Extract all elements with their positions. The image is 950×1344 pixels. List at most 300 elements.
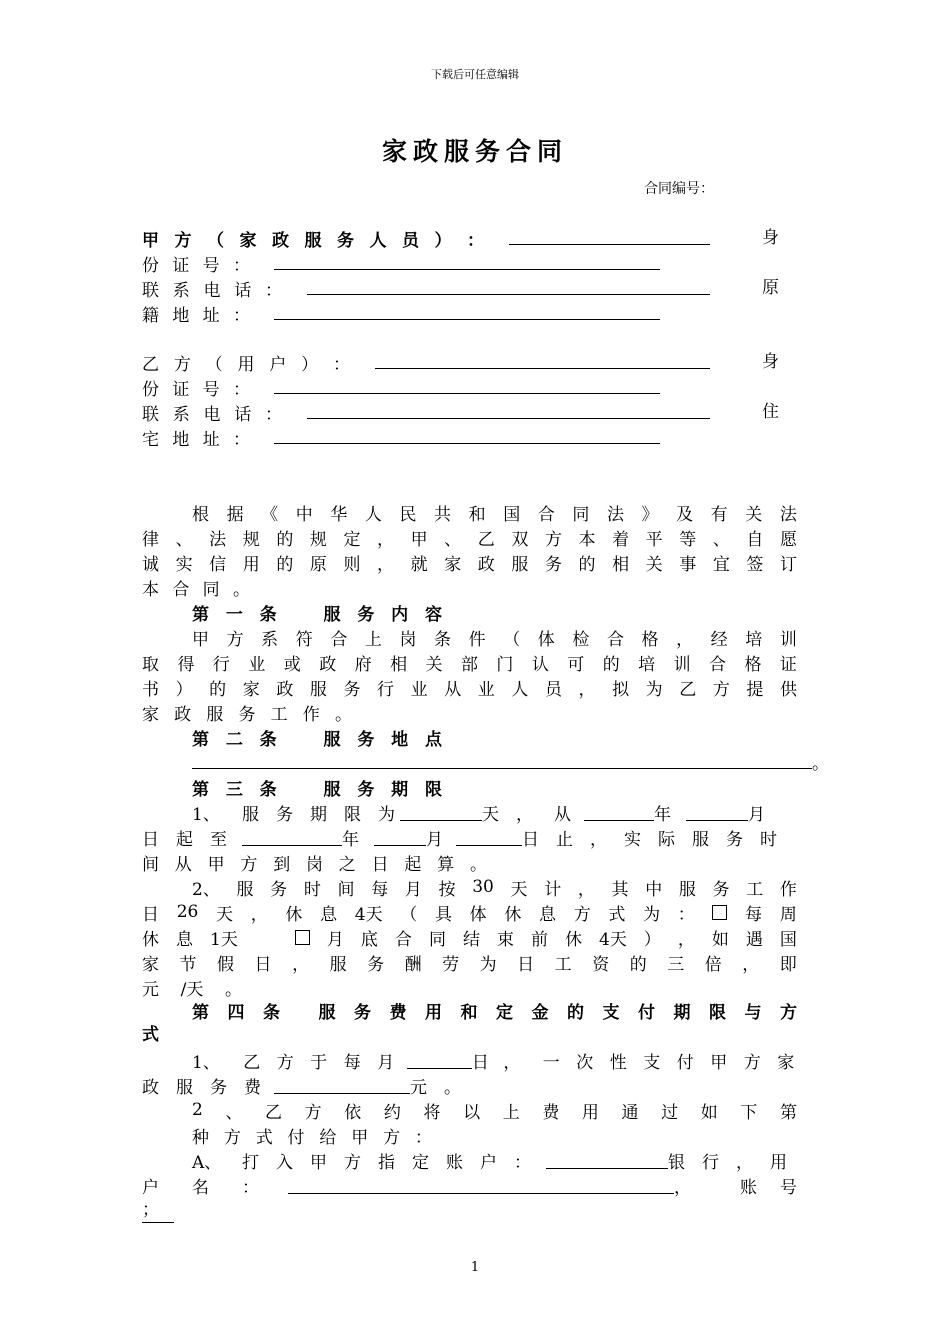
text-glyph: 方 <box>223 1127 241 1148</box>
text-glyph: 算 <box>437 854 455 875</box>
text-glyph: 按 <box>438 879 456 900</box>
text-glyph: 宜 <box>712 554 730 575</box>
party-a-id-label <box>142 251 250 275</box>
text-glyph: ， <box>676 629 694 650</box>
party-b-address-tail: 住 <box>762 402 779 422</box>
weekly-rest-checkbox[interactable] <box>712 905 727 920</box>
text-glyph: 服 <box>323 779 341 800</box>
text-glyph: 证 <box>172 379 190 400</box>
text-glyph: 员 <box>402 230 419 251</box>
text-glyph: 着 <box>612 529 630 550</box>
text-glyph: 甲 <box>142 230 159 251</box>
text-glyph: 据 <box>226 504 244 525</box>
text-glyph: 则 <box>343 554 361 575</box>
text-glyph: 政 <box>174 704 192 725</box>
text-glyph: 岗 <box>399 629 417 650</box>
text-glyph: 方 <box>712 679 730 700</box>
text-glyph: 训 <box>779 629 797 650</box>
text-glyph: 关 <box>425 654 443 675</box>
text-glyph: 本 <box>578 529 596 550</box>
party-a-origin-tail: 原 <box>762 278 779 298</box>
party-b-id-label <box>142 375 250 399</box>
text-glyph: 的 <box>602 654 620 675</box>
text-glyph: 认 <box>531 654 549 675</box>
text-glyph: 务 <box>544 554 562 575</box>
party-b-address-blank <box>274 443 660 444</box>
text-glyph: ： <box>232 305 250 326</box>
text-glyph: 号 <box>202 255 220 276</box>
text-glyph: ： <box>414 1127 432 1148</box>
text-glyph: 定 <box>343 529 361 550</box>
text-glyph: 用 <box>581 1102 599 1123</box>
text-glyph: 合 <box>537 504 555 525</box>
text-glyph: 务 <box>357 729 375 750</box>
text-glyph: 费 <box>542 1102 560 1123</box>
text-glyph: 。 <box>334 704 352 725</box>
text-glyph: 酬 <box>404 954 422 975</box>
text-glyph: 户 <box>269 354 287 375</box>
text-glyph: 方 <box>173 354 191 375</box>
text-glyph: ， <box>292 954 310 975</box>
text-glyph: 乙 <box>477 529 495 550</box>
party-a-label <box>142 226 484 250</box>
text-glyph: 方 <box>383 1127 401 1148</box>
text-glyph: ， <box>742 954 760 975</box>
text-glyph: ： <box>265 280 282 301</box>
text-glyph: 书 <box>142 679 159 700</box>
text-glyph: 培 <box>638 654 656 675</box>
text-glyph: 每 <box>371 879 389 900</box>
article-4-line-5: A、 打 入 甲 方 指 定 账 户 ： 银 行 ， 用 <box>192 1152 787 1173</box>
text-glyph: ） <box>434 230 452 251</box>
text-glyph: 日 <box>254 954 272 975</box>
text-glyph: 取 <box>142 654 159 675</box>
text-glyph: 如 <box>700 1102 718 1123</box>
text-glyph: 系 <box>172 280 190 301</box>
text-glyph: 系 <box>172 404 190 425</box>
text-glyph: 服 <box>236 879 254 900</box>
text-glyph: 岗 <box>305 854 323 875</box>
text-glyph: 付 <box>287 1127 305 1148</box>
text-glyph: 间 <box>337 879 355 900</box>
text-glyph: 人 <box>364 504 382 525</box>
text-glyph: 同 <box>572 504 590 525</box>
text-glyph: 务 <box>238 704 256 725</box>
text-glyph: 训 <box>673 654 691 675</box>
text-glyph: ） <box>301 354 319 375</box>
text-glyph: 30 <box>472 877 494 897</box>
text-glyph: 工 <box>746 879 764 900</box>
text-glyph: 政 <box>477 554 495 575</box>
text-glyph: 从 <box>444 679 462 700</box>
text-glyph: 将 <box>423 1102 441 1123</box>
text-glyph: 甲 <box>192 629 209 650</box>
text-glyph: 联 <box>142 404 159 425</box>
text-glyph: /天 <box>180 979 204 1000</box>
text-glyph: 地 <box>172 429 190 450</box>
text-glyph: 政 <box>272 230 289 251</box>
text-glyph: 家 <box>242 679 260 700</box>
text-glyph: 家 <box>142 704 159 725</box>
text-glyph: 式 <box>255 1127 273 1148</box>
text-glyph: 人 <box>511 679 529 700</box>
text-glyph: 务 <box>357 779 375 800</box>
text-glyph: 事 <box>679 554 697 575</box>
preamble-line-2 <box>142 525 797 549</box>
text-glyph: （ <box>503 629 521 650</box>
text-glyph: 和 <box>468 504 486 525</box>
text-glyph: 检 <box>572 629 590 650</box>
text-glyph: 期 <box>391 779 409 800</box>
text-glyph: 二 <box>225 729 243 750</box>
text-glyph: 家 <box>239 230 257 251</box>
text-glyph: 计 <box>544 879 562 900</box>
party-b-phone-blank <box>307 418 710 419</box>
article-3-line-8 <box>142 975 242 999</box>
text-glyph: 政 <box>319 654 337 675</box>
text-glyph: 符 <box>295 629 313 650</box>
text-glyph: 就 <box>410 554 428 575</box>
text-glyph: 第 <box>779 1102 797 1123</box>
text-glyph: 可 <box>567 654 585 675</box>
preamble-line-4 <box>142 575 250 599</box>
article-3-line-1: 1、 服 务 期 限 为 天 ， 从 年 月 <box>192 804 765 825</box>
text-glyph: 件 <box>468 629 486 650</box>
text-glyph: 平 <box>645 529 663 550</box>
text-glyph: 证 <box>172 255 190 276</box>
text-glyph: 作 <box>302 704 320 725</box>
text-glyph: 《 <box>261 504 279 525</box>
text-glyph: 假 <box>217 954 235 975</box>
text-glyph: 规 <box>309 529 327 550</box>
text-glyph: 培 <box>745 629 763 650</box>
text-glyph: 劳 <box>442 954 460 975</box>
text-glyph: 时 <box>303 879 321 900</box>
text-glyph: 服 <box>678 879 696 900</box>
text-glyph: ， <box>577 879 595 900</box>
text-glyph: 乙 <box>265 1102 283 1123</box>
text-glyph: 电 <box>203 404 221 425</box>
text-glyph: （ <box>207 230 224 251</box>
text-glyph: ： <box>332 354 350 375</box>
text-glyph: 。 <box>469 854 487 875</box>
text-glyph: 之 <box>338 854 356 875</box>
text-glyph: ： <box>467 230 484 251</box>
text-glyph: 为 <box>479 954 497 975</box>
text-glyph: 有 <box>710 504 728 525</box>
text-glyph: 2 <box>192 1100 203 1120</box>
text-glyph: 中 <box>295 504 313 525</box>
text-glyph: 共 <box>434 504 452 525</box>
text-glyph: 的 <box>276 529 294 550</box>
text-glyph: 服 <box>511 554 529 575</box>
text-glyph: 通 <box>621 1102 639 1123</box>
article-1-line-2 <box>142 650 797 674</box>
party-b-id-blank <box>274 393 660 394</box>
text-glyph: 诚 <box>142 554 159 575</box>
text-glyph: 乙 <box>679 679 697 700</box>
text-glyph: 、 <box>175 529 193 550</box>
text-glyph: 、 <box>444 529 462 550</box>
preamble-line-3 <box>142 550 797 574</box>
text-glyph: 籍 <box>142 305 159 326</box>
text-glyph: 民 <box>399 504 417 525</box>
text-glyph: 三 <box>225 779 243 800</box>
text-glyph: 关 <box>645 554 663 575</box>
text-glyph: 元 <box>142 979 159 1000</box>
party-b-label <box>142 350 350 374</box>
text-glyph: 天 <box>510 879 528 900</box>
article-4-heading-cont: 式 <box>142 1025 159 1045</box>
text-glyph: 乙 <box>142 354 159 375</box>
article-1-heading <box>192 600 442 624</box>
text-glyph: 员 <box>544 679 562 700</box>
text-glyph: 过 <box>661 1102 679 1123</box>
text-glyph: 址 <box>202 429 220 450</box>
text-glyph: 甲 <box>351 1127 369 1148</box>
article-3-line-3 <box>142 850 487 874</box>
text-glyph: 倍 <box>704 954 722 975</box>
article-4-line-7: ； <box>142 1198 174 1223</box>
text-glyph: 间 <box>142 854 159 875</box>
text-glyph: 家 <box>444 554 462 575</box>
text-glyph: 号 <box>202 379 220 400</box>
text-glyph: 签 <box>746 554 764 575</box>
text-glyph: ： <box>232 429 250 450</box>
article-2-location-blank <box>192 768 812 769</box>
text-glyph: 家 <box>142 954 159 975</box>
text-glyph: 国 <box>503 504 521 525</box>
text-glyph: 其 <box>611 879 629 900</box>
text-glyph: 服 <box>309 679 327 700</box>
text-glyph: 中 <box>645 879 663 900</box>
text-glyph: 第 <box>192 779 209 800</box>
text-glyph: 或 <box>283 654 301 675</box>
party-a-id-blank <box>274 269 660 270</box>
text-glyph: 址 <box>202 305 220 326</box>
text-glyph: 体 <box>537 629 555 650</box>
article-1-line-3 <box>142 675 797 699</box>
text-glyph: 本 <box>142 579 159 600</box>
text-glyph: 自 <box>746 529 764 550</box>
text-glyph: 为 <box>645 679 663 700</box>
article-3-heading <box>192 775 442 799</box>
party-a-phone-blank <box>307 294 710 295</box>
text-glyph: 下 <box>740 1102 758 1123</box>
text-glyph: 依 <box>344 1102 362 1123</box>
text-glyph: 愿 <box>779 529 797 550</box>
article-3-line-6: 休 息 1天 月 底 合 同 结 束 前 休 4天 ） ， 如 遇 国 <box>142 929 797 950</box>
text-glyph: 工 <box>270 704 288 725</box>
article-2-heading <box>192 725 442 749</box>
text-glyph: 服 <box>323 729 341 750</box>
text-glyph: 根 <box>192 504 209 525</box>
text-glyph: 一 <box>225 604 243 625</box>
text-glyph: ， <box>377 554 395 575</box>
text-glyph: ： <box>265 404 282 425</box>
text-glyph: 条 <box>434 629 452 650</box>
document-title: 家政服务合同 <box>381 137 568 166</box>
party-a-name-blank <box>509 244 710 245</box>
article-3-line-2: 日 起 至 年 月 日 止 ， 实 际 服 务 时 <box>142 829 777 850</box>
text-glyph: 务 <box>270 879 288 900</box>
text-glyph: 合 <box>330 629 348 650</box>
article-4-heading: 第 四 条 服 务 费 用 和 定 金 的 支 付 期 限 与 方 <box>192 1002 797 1023</box>
text-glyph: 限 <box>424 779 442 800</box>
text-glyph: 方 <box>304 1102 322 1123</box>
text-glyph: 提 <box>746 679 764 700</box>
text-glyph: 方 <box>226 629 244 650</box>
text-glyph: 等 <box>679 529 697 550</box>
text-glyph: 上 <box>502 1102 520 1123</box>
text-glyph: 地 <box>391 729 409 750</box>
text-glyph: 上 <box>364 629 382 650</box>
party-b-name-blank <box>375 368 710 369</box>
text-glyph: 工 <box>554 954 572 975</box>
text-glyph: 甲 <box>207 854 225 875</box>
text-glyph: 行 <box>212 654 230 675</box>
text-glyph: 宅 <box>142 429 159 450</box>
text-glyph: 条 <box>259 604 277 625</box>
text-glyph: 法 <box>606 504 624 525</box>
text-glyph: 服 <box>329 954 347 975</box>
text-glyph: 从 <box>174 854 192 875</box>
text-glyph: 格 <box>641 629 659 650</box>
article-4-line-6: 户 名 ： ， 账 号 <box>142 1177 797 1198</box>
text-glyph: 供 <box>779 679 797 700</box>
text-glyph: 证 <box>779 654 797 675</box>
text-glyph: 节 <box>179 954 197 975</box>
text-glyph: 信 <box>209 554 227 575</box>
party-a-origin-blank <box>274 319 660 320</box>
text-glyph: 地 <box>172 305 190 326</box>
party-b-id-tail: 身 <box>762 352 779 372</box>
text-glyph: 得 <box>177 654 195 675</box>
text-glyph: 以 <box>463 1102 481 1123</box>
text-glyph: 用 <box>242 554 260 575</box>
article-1-line-1 <box>192 625 797 649</box>
text-glyph: 方 <box>544 529 562 550</box>
text-glyph: 起 <box>404 854 422 875</box>
text-glyph: 2、 <box>192 879 220 900</box>
text-glyph: 条 <box>259 779 277 800</box>
text-glyph: 甲 <box>410 529 428 550</box>
article-3-line-5: 日 26 天 ， 休 息 4天 （ 具 体 休 息 方 式 为 ： 每 周 <box>142 902 797 925</box>
page-number: 1 <box>470 1260 480 1275</box>
text-glyph: 合 <box>709 654 726 675</box>
text-glyph: 服 <box>323 604 341 625</box>
text-glyph: 务 <box>337 230 354 251</box>
text-glyph: 务 <box>343 679 361 700</box>
text-glyph: 服 <box>206 704 224 725</box>
article-4-line-2: 政 服 务 费 元 。 <box>142 1077 461 1098</box>
text-glyph: 》 <box>641 504 659 525</box>
text-glyph: 到 <box>273 854 291 875</box>
text-glyph: 用 <box>237 354 255 375</box>
text-glyph: 日 <box>371 854 389 875</box>
article-3-line-4 <box>192 875 797 899</box>
text-glyph: ， <box>578 679 596 700</box>
text-glyph: 合 <box>172 579 190 600</box>
text-glyph: 作 <box>779 879 797 900</box>
party-a-phone-label <box>142 276 282 300</box>
text-glyph: 同 <box>202 579 220 600</box>
text-glyph: 律 <box>142 529 159 550</box>
text-glyph: 政 <box>276 679 294 700</box>
text-glyph: 。 <box>224 979 242 1000</box>
text-glyph: 联 <box>142 280 159 301</box>
text-glyph: 的 <box>276 554 294 575</box>
text-glyph: 的 <box>578 554 596 575</box>
text-glyph: 业 <box>477 679 495 700</box>
text-glyph: 关 <box>745 504 763 525</box>
text-glyph: 格 <box>744 654 762 675</box>
text-glyph: 第 <box>192 604 209 625</box>
party-a-origin-label <box>142 301 250 325</box>
text-glyph: 服 <box>304 230 322 251</box>
text-glyph: 约 <box>383 1102 401 1123</box>
article-4-line-4 <box>192 1123 432 1147</box>
article-1-line-4 <box>142 700 352 724</box>
text-glyph: 内 <box>391 604 409 625</box>
text-glyph: 相 <box>390 654 408 675</box>
text-glyph: 三 <box>667 954 685 975</box>
text-glyph: 务 <box>357 604 375 625</box>
text-glyph: 方 <box>240 854 258 875</box>
text-glyph: 务 <box>712 879 730 900</box>
text-glyph: 业 <box>410 679 428 700</box>
text-glyph: （ <box>205 354 223 375</box>
text-glyph: 务 <box>367 954 385 975</box>
text-glyph: 实 <box>175 554 193 575</box>
text-glyph: 系 <box>261 629 279 650</box>
text-glyph: 经 <box>710 629 728 650</box>
text-glyph: ： <box>232 255 250 276</box>
text-glyph: 份 <box>142 379 159 400</box>
text-glyph: 业 <box>248 654 266 675</box>
text-glyph: 、 <box>225 1102 243 1123</box>
text-glyph: ： <box>232 379 250 400</box>
text-glyph: 及 <box>676 504 694 525</box>
article-2-end-mark: 。 <box>812 754 829 774</box>
text-glyph: 人 <box>369 230 387 251</box>
article-4-line-3 <box>192 1098 797 1122</box>
text-glyph: 份 <box>142 255 159 276</box>
text-glyph: 规 <box>242 529 260 550</box>
text-glyph: 点 <box>424 729 442 750</box>
header-note: 下载后可任意编辑 <box>431 68 519 81</box>
party-b-address-label <box>142 425 250 449</box>
text-glyph: 话 <box>234 280 252 301</box>
text-glyph: ， <box>377 529 395 550</box>
party-a-id-tail: 身 <box>762 228 779 248</box>
text-glyph: 双 <box>511 529 529 550</box>
text-glyph: 部 <box>460 654 478 675</box>
text-glyph: 月 <box>404 879 422 900</box>
text-glyph: 即 <box>779 954 797 975</box>
text-glyph: 、 <box>712 529 730 550</box>
text-glyph: 的 <box>629 954 647 975</box>
text-glyph: 订 <box>779 554 797 575</box>
article-4-line-1: 1、 乙 方 于 每 月 日 ， 一 次 性 支 付 甲 方 家 <box>192 1052 795 1073</box>
text-glyph: 。 <box>232 579 250 600</box>
text-glyph: 拟 <box>612 679 630 700</box>
text-glyph: 华 <box>330 504 348 525</box>
month-end-rest-checkbox[interactable] <box>295 930 310 945</box>
text-glyph: 方 <box>174 230 192 251</box>
text-glyph: 的 <box>209 679 227 700</box>
text-glyph: 种 <box>192 1127 209 1148</box>
